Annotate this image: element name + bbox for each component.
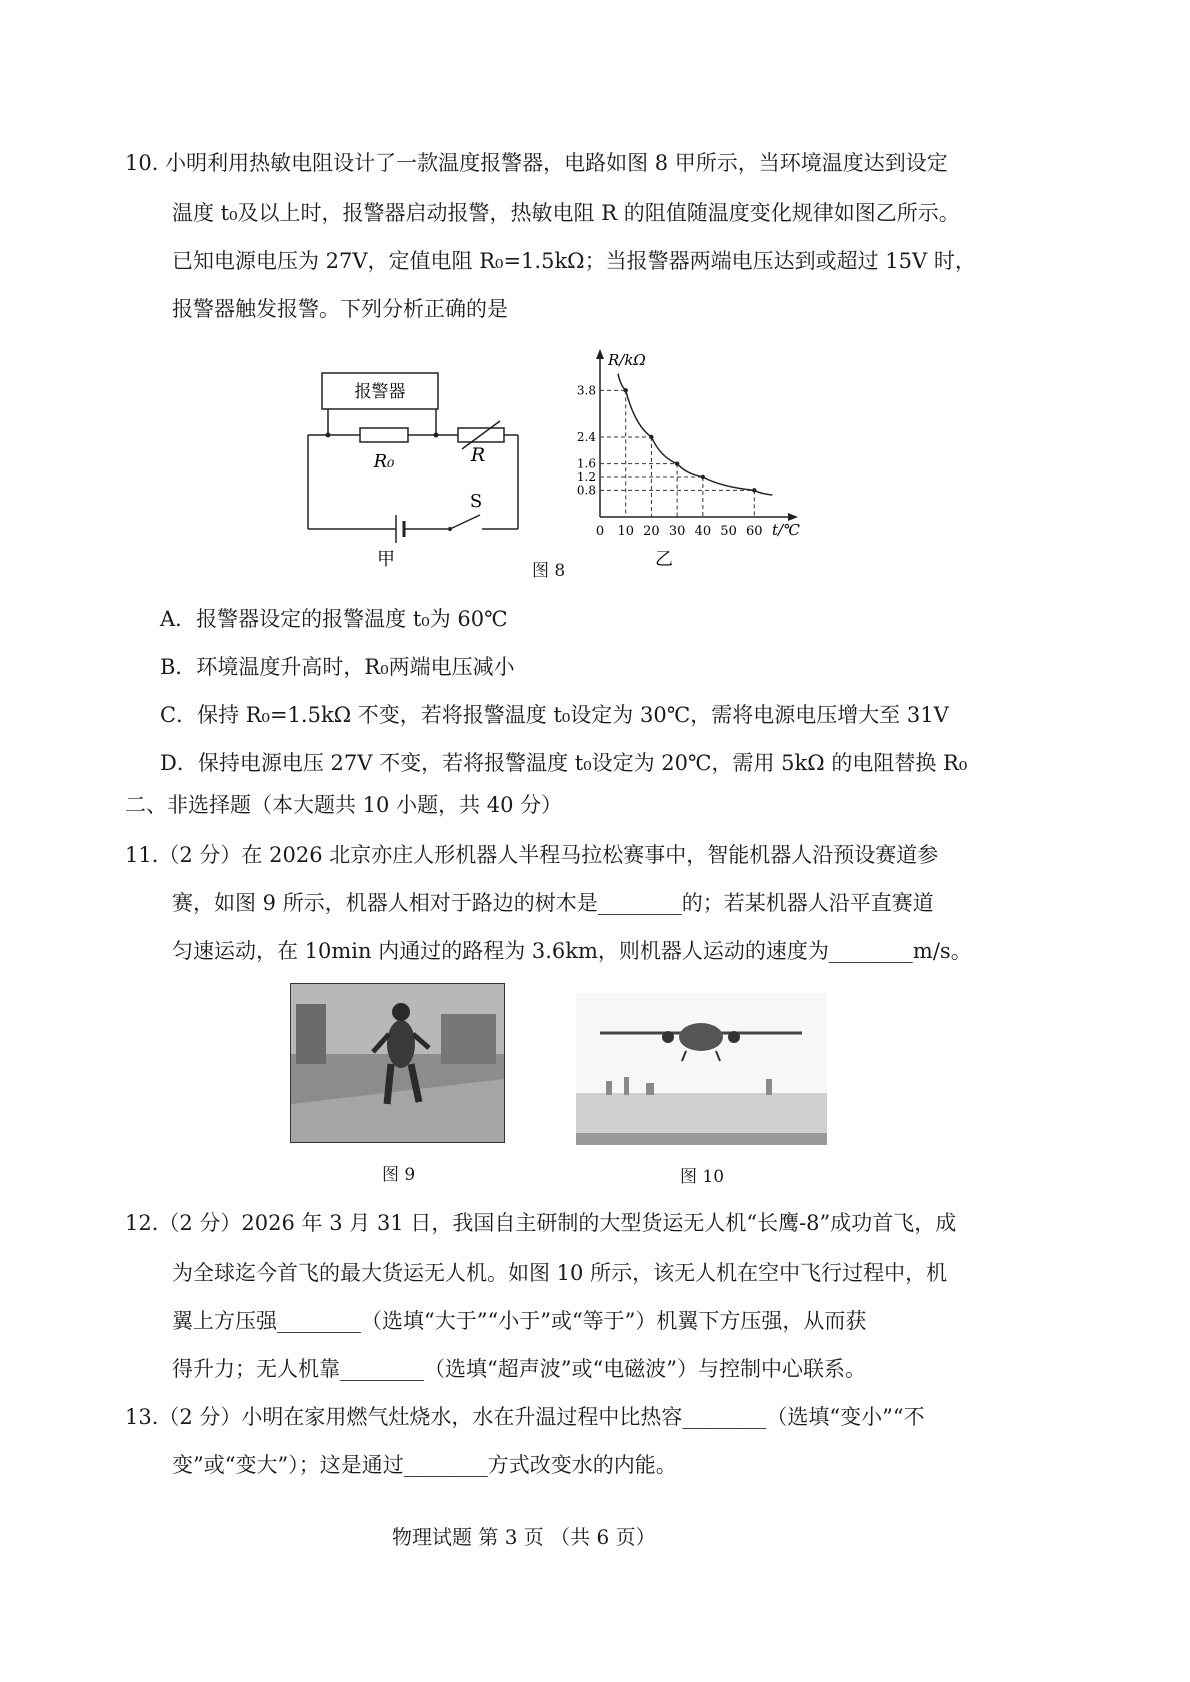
y-tick-label: 2.4 [576, 430, 596, 444]
q13-line-2: 变”或“变大”）；这是通过________方式改变水的内能。 [172, 1453, 677, 1477]
q12-line-4: 得升力；无人机靠________（选填“超声波”或“电磁波”）与控制中心联系。 [172, 1357, 866, 1381]
x-tick-label: 0 [595, 524, 605, 539]
fig9-robot-photo [290, 983, 505, 1143]
x-axis-arrow [788, 513, 798, 521]
q10-option-a: A．报警器设定的报警温度 t₀为 60℃ [160, 607, 508, 631]
section2-heading: 二、非选择题（本大题共 10 小题，共 40 分） [125, 793, 563, 817]
q10-option-b: B．环境温度升高时，R₀两端电压减小 [160, 655, 515, 679]
y-tick-label: 0.8 [576, 483, 596, 498]
q11-line-2: 赛，如图 9 所示，机器人相对于路边的树木是________的；若某机器人沿平直赛道 [172, 891, 934, 915]
chart-curve [618, 374, 772, 495]
y-tick-label: 1.6 [576, 456, 596, 471]
q10-option-d: D．保持电源电压 27V 不变，若将报警温度 t₀设定为 20℃，需用 5kΩ 的电阻替换 R₀ [160, 751, 968, 775]
y-tick-label: 3.8 [576, 383, 596, 398]
data-point [701, 475, 705, 479]
q12-line-3: 翼上方压强________（选填“大于”“小于”或“等于”）机翼下方压强，从而获 [172, 1309, 867, 1333]
data-point [675, 461, 679, 465]
x-tick-label: 30 [668, 524, 686, 539]
chart-ylabel: R/kΩ [608, 351, 646, 369]
y-axis-arrow [596, 349, 604, 359]
fig9-caption: 图 9 [382, 1165, 416, 1185]
page-footer: 物理试题 第 3 页 （共 6 页） [392, 1525, 656, 1549]
q11-line-3: 匀速运动，在 10min 内通过的路程为 3.6km，则机器人运动的速度为________m/s。 [172, 939, 972, 963]
q10-line-4: 报警器触发报警。下列分析正确的是 [172, 297, 508, 321]
chart-xlabel: t/℃ [772, 521, 800, 539]
y-tick-label: 1.2 [576, 470, 596, 484]
q10-line-1: 10. 小明利用热敏电阻设计了一款温度报警器，电路如图 8 甲所示，当环境温度达到设定 [125, 151, 948, 175]
switch-s [450, 515, 480, 529]
q12-line-1: 12.（2 分）2026 年 3 月 31 日，我国自主研制的大型货运无人机“长鹰-8”成功首飞，成 [125, 1211, 957, 1235]
x-tick-label: 20 [643, 524, 660, 539]
x-tick-label: 50 [720, 524, 737, 539]
fig10-drone-photo [576, 993, 827, 1145]
q10-line-2: 温度 t₀及以上时，报警器启动报警，热敏电阻 R 的阻值随温度变化规律如图乙所示。 [172, 201, 960, 225]
q12-line-2: 为全球迄今首飞的最大货运无人机。如图 10 所示，该无人机在空中飞行过程中，机 [172, 1261, 948, 1285]
data-point [649, 435, 653, 439]
q10-line-3: 已知电源电压为 27V，定值电阻 R₀=1.5kΩ；当报警器两端电压达到或超过 15V 时， [172, 249, 976, 273]
switch-label: S [469, 491, 483, 512]
fig10-caption: 图 10 [680, 1167, 725, 1187]
circuit-diagram [300, 365, 540, 575]
q11-line-1: 11.（2 分）在 2026 北京亦庄人形机器人半程马拉松赛事中，智能机器人沿预设赛道参 [125, 843, 939, 867]
jia-label: 甲 [377, 549, 395, 570]
r-label: R [470, 444, 486, 466]
r0-resistor [360, 428, 408, 442]
r0-label: R₀ [373, 451, 395, 472]
rt-chart [570, 345, 810, 575]
alarm-label: 报警器 [354, 382, 406, 402]
data-point [752, 488, 756, 492]
q10-option-c: C．保持 R₀=1.5kΩ 不变，若将报警温度 t₀设定为 30℃，需将电源电压增大至 31V [160, 703, 949, 727]
x-tick-label: 40 [694, 524, 712, 539]
x-tick-label: 60 [746, 524, 763, 539]
fig8-caption: 图 8 [532, 561, 566, 581]
x-tick-label: 10 [617, 524, 634, 539]
data-point [624, 388, 628, 392]
yi-label: 乙 [655, 549, 673, 570]
q13-line-1: 13.（2 分）小明在家用燃气灶烧水，水在升温过程中比热容________（选填“变小”“不 [125, 1405, 925, 1429]
